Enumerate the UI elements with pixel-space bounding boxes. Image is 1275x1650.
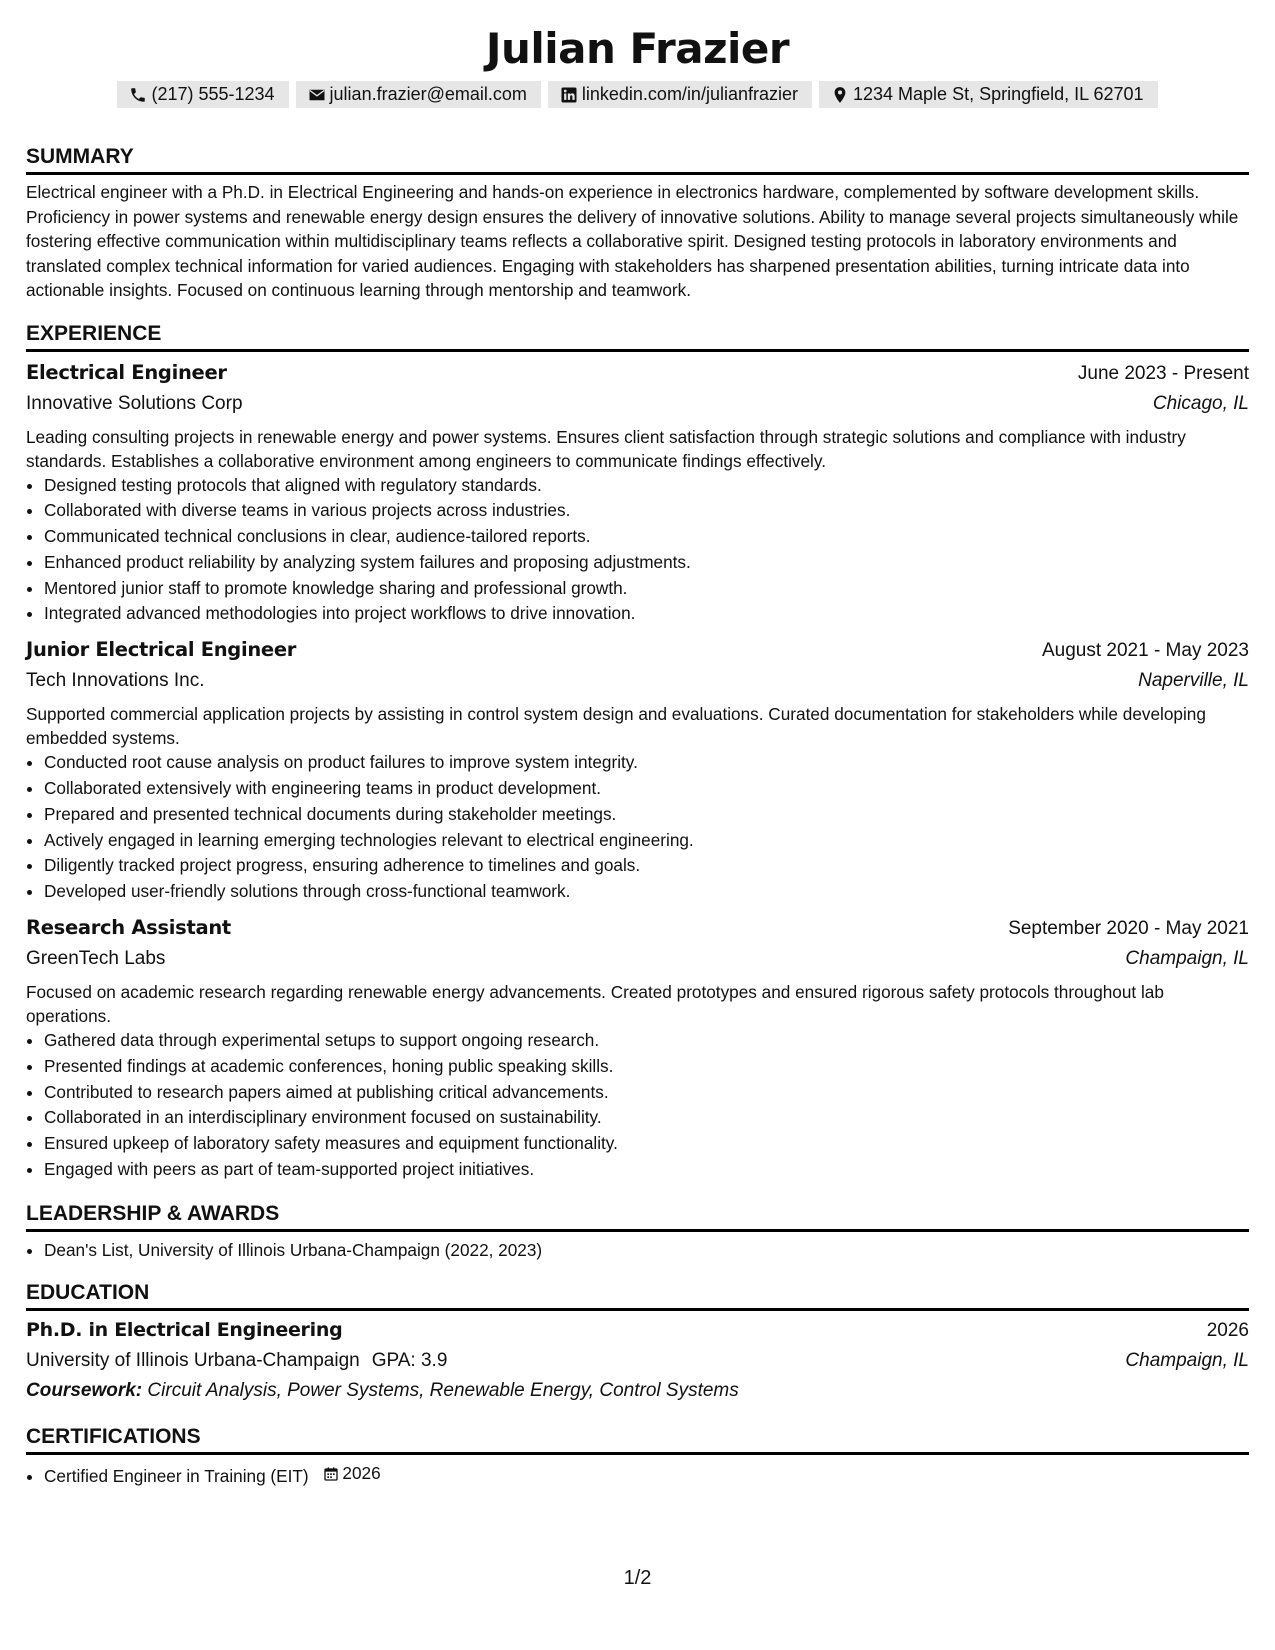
list-item: • Collaborated extensively with engineering teams in product development. <box>44 776 1249 802</box>
list-item: • Developed user-friendly solutions through cross-functional teamwork. <box>44 879 1249 905</box>
contact-address[interactable] <box>819 81 1158 108</box>
contact-email[interactable] <box>296 81 541 108</box>
email-text: julian.frazier@email.com <box>329 84 527 104</box>
job-bullets <box>26 1028 1249 1183</box>
gpa: GPA: 3.9 <box>371 1349 448 1371</box>
certification-year: 2026 <box>342 1462 381 1483</box>
job-location: Naperville, IL <box>1138 670 1249 692</box>
education-year: 2026 <box>1206 1319 1249 1341</box>
job-title: Research Assistant <box>26 916 231 940</box>
contact-bar <box>26 81 1249 108</box>
certification-date <box>323 1461 380 1487</box>
job-description: Leading consulting projects in renewable energy and power systems. Ensures client satisfaction through strategic solutions and compliance with industry standards. Establishes a collaborative environment among engineers to communicate findings effectively. <box>26 426 1186 471</box>
list-item: • Presented findings at academic conferences, honing public speaking skills. <box>44 1054 1249 1080</box>
education-location: Champaign, IL <box>1125 1349 1249 1371</box>
list-item: • Actively engaged in learning emerging technologies relevant to electrical engineering. <box>44 828 1249 854</box>
certifications-list <box>26 1461 1249 1490</box>
list-item <box>44 1461 1249 1490</box>
contact-phone[interactable] <box>117 81 288 108</box>
coursework-label: Coursework: <box>26 1379 143 1401</box>
list-item: • Collaborated with diverse teams in various projects across industries. <box>44 498 1249 524</box>
job-bullets <box>26 750 1249 905</box>
job-title: Junior Electrical Engineer <box>26 638 297 662</box>
job-date: June 2023 - Present <box>1077 362 1249 384</box>
summary-section <box>26 144 1249 303</box>
job-date: August 2021 - May 2023 <box>1041 640 1249 662</box>
list-item: • Contributed to research papers aimed at publishing critical advancements. <box>44 1080 1249 1106</box>
job-company: GreenTech Labs <box>26 948 166 970</box>
contact-linkedin[interactable] <box>548 81 812 108</box>
coursework-list: Circuit Analysis, Power Systems, Renewable Energy, Control Systems <box>147 1379 739 1401</box>
linkedin-text: linkedin.com/in/julianfrazier <box>581 84 798 104</box>
phone-icon <box>129 86 147 104</box>
summary-heading: SUMMARY <box>26 144 1249 175</box>
list-item: • Enhanced product reliability by analyzing system failures and proposing adjustments. <box>44 550 1249 576</box>
coursework <box>26 1376 1249 1406</box>
job-location: Champaign, IL <box>1125 948 1249 970</box>
linkedin-icon <box>560 86 578 104</box>
calendar-icon <box>323 1466 339 1482</box>
job-company: Innovative Solutions Corp <box>26 392 243 414</box>
candidate-name: Julian Frazier <box>485 24 790 73</box>
job-bullets <box>26 473 1249 628</box>
experience-heading: EXPERIENCE <box>26 321 1249 352</box>
leadership-section <box>26 1201 1249 1264</box>
experience-section <box>26 321 1249 1183</box>
job-entry <box>26 635 1249 905</box>
job-description: Supported commercial application projects by assisting in control system design and evaluations. Curated documentation for stakeholders while developing embedded systems. <box>26 704 1206 749</box>
list-item: • Mentored junior staff to promote knowledge sharing and professional growth. <box>44 576 1249 602</box>
envelope-icon <box>308 86 326 104</box>
summary-text: Electrical engineer with a Ph.D. in Electrical Engineering and hands-on experience in electronics hardware, complemented by software development skills. Proficiency in power systems and renewable energy design ensures the delivery of innovative solutions. Ability to manage several projects simultaneously while fostering effective communication within multidisciplinary teams reflects a collaborative spirit. Designed testing protocols in laboratory environments and translated complex technical information for varied audiences. Engaging with stakeholders has sharpened presentation abilities, turning intricate data into actionable insights. Focused on continuous learning through mentorship and teamwork. <box>26 182 1239 300</box>
list-item: • Prepared and presented technical documents during stakeholder meetings. <box>44 802 1249 828</box>
list-item: • Dean's List, University of Illinois Urbana-Champaign (2022, 2023) <box>44 1238 1249 1264</box>
page-number: 1/2 <box>623 1567 652 1589</box>
list-item: • Ensured upkeep of laboratory safety measures and equipment functionality. <box>44 1131 1249 1157</box>
address-text: 1234 Maple St, Springfield, IL 62701 <box>853 84 1144 104</box>
job-date: September 2020 - May 2021 <box>1008 918 1249 940</box>
list-item: • Designed testing protocols that aligned with regulatory standards. <box>44 473 1249 499</box>
certifications-section <box>26 1424 1249 1490</box>
certification-name: Certified Engineer in Training (EIT) <box>44 1465 309 1486</box>
leadership-list <box>26 1238 1249 1264</box>
education-section <box>26 1280 1249 1406</box>
school-name: University of Illinois Urbana-Champaign <box>26 1349 360 1371</box>
list-item: • Integrated advanced methodologies into project workflows to drive innovation. <box>44 601 1249 627</box>
job-description: Focused on academic research regarding renewable energy advancements. Created prototypes and ensured rigorous safety protocols throughout lab operations. <box>26 982 1164 1027</box>
job-title: Electrical Engineer <box>26 360 227 384</box>
list-item: • Engaged with peers as part of team-supported project initiatives. <box>44 1157 1249 1183</box>
resume-page <box>26 0 1249 1489</box>
list-item: • Collaborated in an interdisciplinary environment focused on sustainability. <box>44 1105 1249 1131</box>
leadership-heading: LEADERSHIP & AWARDS <box>26 1201 1249 1232</box>
job-company: Tech Innovations Inc. <box>26 670 205 692</box>
list-item: • Communicated technical conclusions in clear, audience-tailored reports. <box>44 524 1249 550</box>
map-pin-icon <box>831 86 849 104</box>
list-item: • Diligently tracked project progress, ensuring adherence to timelines and goals. <box>44 853 1249 879</box>
certifications-heading: CERTIFICATIONS <box>26 1424 1249 1455</box>
phone-text: (217) 555-1234 <box>151 84 275 104</box>
job-location: Chicago, IL <box>1152 392 1249 414</box>
job-entry <box>26 358 1249 628</box>
job-entry <box>26 913 1249 1183</box>
list-item: • Gathered data through experimental setups to support ongoing research. <box>44 1028 1249 1054</box>
education-heading: EDUCATION <box>26 1280 1249 1311</box>
list-item: • Conducted root cause analysis on product failures to improve system integrity. <box>44 750 1249 776</box>
degree-title: Ph.D. in Electrical Engineering <box>26 1318 343 1341</box>
